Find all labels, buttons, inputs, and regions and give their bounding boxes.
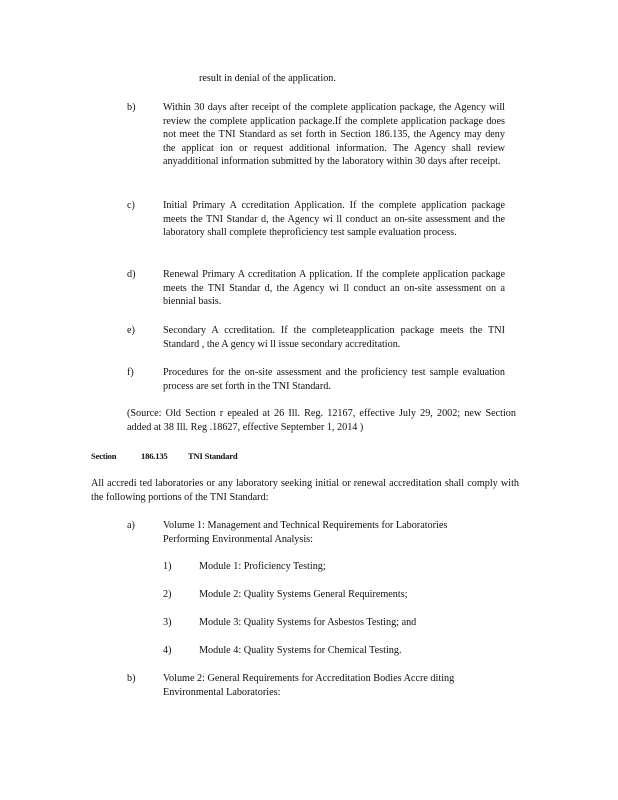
item-marker-b: b) [127, 102, 136, 113]
volume-text-b: Volume 2: General Requirements for Accreditation Bodies Accre diting Environmental Laboratories: [163, 673, 455, 698]
item-text-e: Secondary A ccreditation. If the completeapplication package meets the TNI Standard , the A gency wi ll issue secondary accreditation. [163, 325, 505, 350]
section-title: TNI Standard [188, 451, 238, 461]
item-text-c: Initial Primary A ccreditation Application. If the complete application package meets the TNI Standar d, the Agency wi ll conduct an on-site assessment and the laboratory shall complete theproficiency test sample evaluation process. [163, 200, 505, 239]
item-text-f: Procedures for the on-site assessment and the proficiency test sample evaluation process are set forth in the TNI Standard. [163, 367, 505, 392]
module-text-1: Module 1: Proficiency Testing; [199, 561, 326, 572]
item-text-d: Renewal Primary A ccreditation A pplication. If the complete application package meets the TNI Standar d, the Agency wi ll conduct an on-site assessment on a biennial basis. [163, 269, 505, 308]
volume-marker-b: b) [127, 673, 136, 684]
source-note: (Source: Old Section r epealed at 26 Ill. Reg. 12167, effective July 29, 2002; new Section added at 38 Ill. Reg .18627, effective September 1, 2014 ) [127, 408, 516, 433]
continuation-text: result in denial of the application. [199, 73, 336, 84]
section-label: Section [91, 451, 117, 461]
module-marker-1: 1) [163, 561, 172, 572]
item-marker-f: f) [127, 367, 134, 378]
item-text-b: Within 30 days after receipt of the complete application package, the Agency will review the complete application package.If the complete application package does not meet the TNI Standard as set forth in Section 186.135, the Agency may deny the applicat ion or request additional information. The Agency shall review anyadditional information submitted by the laboratory within 30 days after receipt. [163, 102, 505, 168]
module-marker-3: 3) [163, 617, 172, 628]
module-text-2: Module 2: Quality Systems General Requirements; [199, 589, 408, 600]
item-marker-d: d) [127, 269, 136, 280]
section-number: 186.135 [141, 451, 168, 461]
item-marker-c: c) [127, 200, 135, 211]
volume-text-a: Volume 1: Management and Technical Requirements for Laboratories Performing Environmental Analysis: [163, 520, 448, 545]
volume-marker-a: a) [127, 520, 135, 531]
module-text-4: Module 4: Quality Systems for Chemical Testing. [199, 645, 402, 656]
item-marker-e: e) [127, 325, 135, 336]
intro-paragraph: All accredi ted laboratories or any laboratory seeking initial or renewal accreditation shall comply with the following portions of the TNI Standard: [91, 478, 519, 503]
module-text-3: Module 3: Quality Systems for Asbestos Testing; and [199, 617, 417, 628]
module-marker-4: 4) [163, 645, 172, 656]
module-marker-2: 2) [163, 589, 172, 600]
